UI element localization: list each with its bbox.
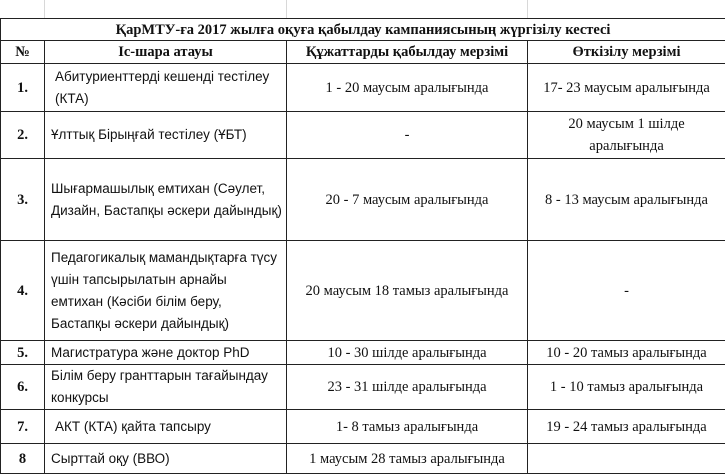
document-period: 20 - 7 маусым аралығында (287, 159, 528, 241)
document-period: - (287, 112, 528, 159)
event-name: Білім беру гранттарын тағайындау конкурсы (45, 365, 287, 410)
event-name: Шығармашылық емтихан (Сәулет, Дизайн, Бастапқы әскери дайындық) (45, 159, 287, 241)
table-row (1, 444, 725, 474)
row-number: 2. (1, 112, 45, 159)
gridline (286, 0, 287, 18)
table-row (1, 112, 725, 159)
row-number: 1. (1, 64, 45, 112)
header-document-period: Құжаттарды қабылдау мерзімі (287, 41, 528, 64)
event-name: Абитуриенттерді кешенді тестілеу (КТА) (45, 64, 287, 112)
document-period: 1 маусым 28 тамыз аралығында (287, 444, 528, 474)
admission-schedule-table (0, 18, 725, 474)
header-event-name: Іс-шара атауы (45, 41, 287, 64)
held-period: 1 - 10 тамыз аралығында (528, 365, 725, 410)
header-held-period: Өткізілу мерзімі (528, 41, 725, 64)
table-row (1, 410, 725, 444)
held-period: 17- 23 маусым аралығында (528, 64, 725, 112)
event-name: Магистратура және доктор PhD (45, 341, 287, 365)
event-name: Ұлттық Бірыңғай тестілеу (ҰБТ) (45, 112, 287, 159)
held-period: 19 - 24 тамыз аралығында (528, 410, 725, 444)
table-title: ҚарМТУ-ға 2017 жылға оқуға қабылдау кампаниясының жүргізілу кестесі (1, 19, 725, 41)
document-period: 10 - 30 шілде аралығында (287, 341, 528, 365)
gridline (527, 0, 528, 18)
row-number: 7. (1, 410, 45, 444)
table-row (1, 64, 725, 112)
table-row (1, 159, 725, 241)
held-period: 20 маусым 1 шілде аралығында (528, 112, 725, 159)
gridline (44, 0, 45, 18)
document-period: 1- 8 тамыз аралығында (287, 410, 528, 444)
held-period (528, 444, 725, 474)
held-period: 8 - 13 маусым аралығында (528, 159, 725, 241)
table-row (1, 341, 725, 365)
header-row (1, 41, 725, 64)
event-name: Педагогикалық мамандықтарға түсу үшін тапсырылатын арнайы емтихан (Кәсіби білім беру, Бастапқы әскери дайындық) (45, 241, 287, 341)
document-period: 1 - 20 маусым аралығында (287, 64, 528, 112)
held-period: 10 - 20 тамыз аралығында (528, 341, 725, 365)
row-number: 3. (1, 159, 45, 241)
held-period: - (528, 241, 725, 341)
table-row (1, 241, 725, 341)
row-number: 4. (1, 241, 45, 341)
event-name: АКТ (КТА) қайта тапсыру (45, 410, 287, 444)
row-number: 8 (1, 444, 45, 474)
row-number: 6. (1, 365, 45, 410)
header-number: № (1, 41, 45, 64)
row-number: 5. (1, 341, 45, 365)
document-period: 20 маусым 18 тамыз аралығында (287, 241, 528, 341)
document-period: 23 - 31 шілде аралығында (287, 365, 528, 410)
spreadsheet-gridlines (0, 0, 725, 18)
table-row (1, 365, 725, 410)
event-name: Сырттай оқу (ВВО) (45, 444, 287, 474)
